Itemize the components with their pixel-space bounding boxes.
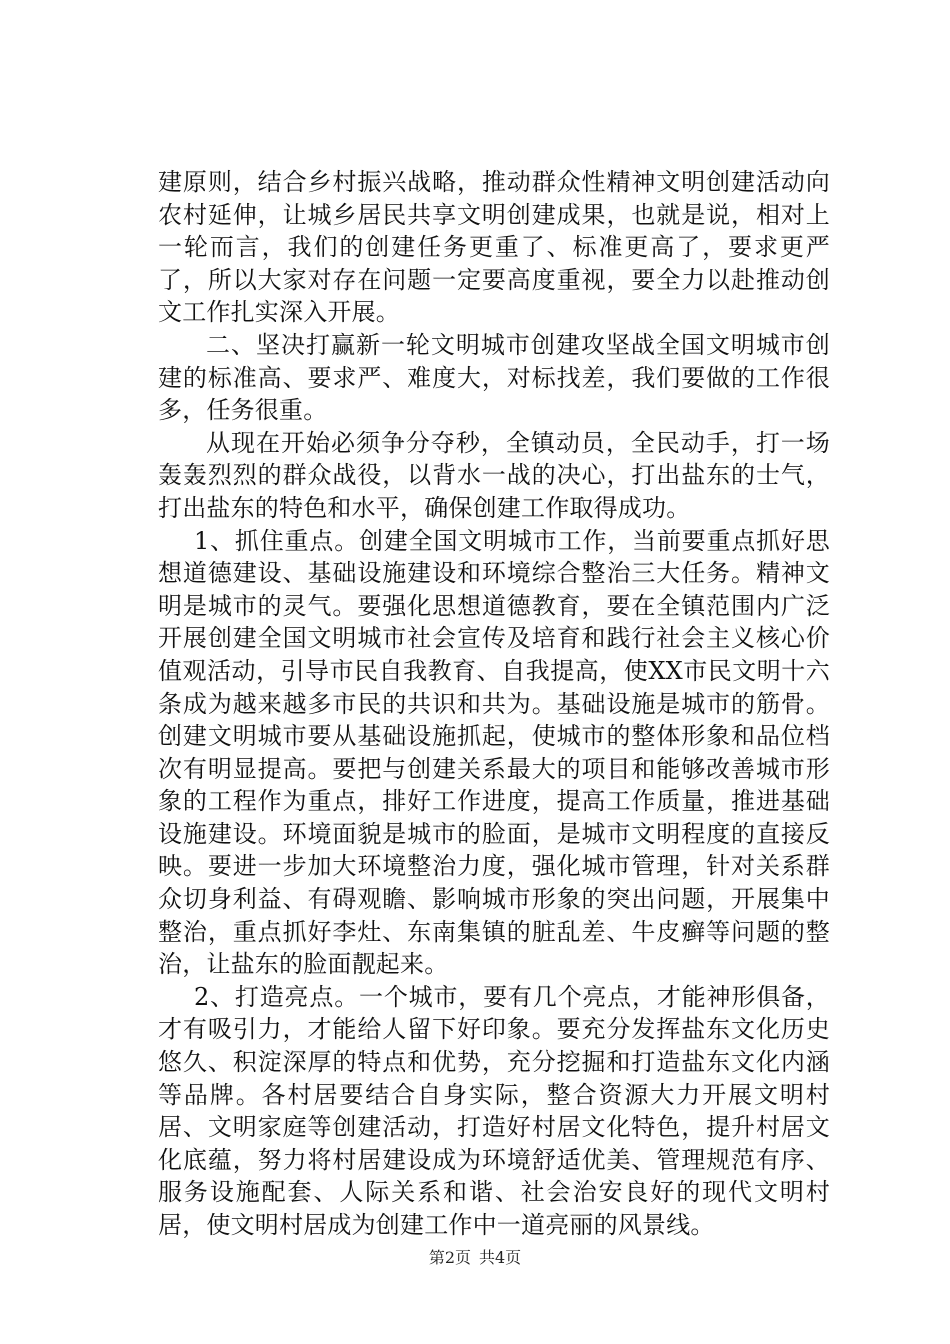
paragraph-key-points: 1、抓住重点。创建全国文明城市工作，当前要重点抓好思想道德建设、基础设施建设和环境综合整治三大任务。精神文明是城市的灵气。要强化思想道德教育，要在全镇范围内广泛开展创建全国文明城市社会宣传及培育和践行社会主义核心价值观活动，引导市民自我教育、自我提高，使XX市民文明十六条成为越来越多市民的共识和共为。基础设施是城市的筋骨。创建文明城市要从基础设施抓起，使城市的整体形象和品位档次有明显提高。要把与创建关系最大的项目和能够改善城市形象的工程作为重点，排好工作进度，提高工作质量，推进基础设施建设。环境面貌是城市的脸面，是城市文明程度的直接反映。要进一步加大环境整治力度，强化城市管理，针对关系群众切身利益、有碍观瞻、影响城市形象的突出问题，开展集中整治，重点抓好李灶、东南集镇的脏乱差、牛皮癣等问题的整治，让盐东的脸面靓起来。 [158,526,830,979]
document-body [158,166,830,1242]
paragraph-section-two: 二、坚决打赢新一轮文明城市创建攻坚战全国文明城市创建的标准高、要求严、难度大，对标找差，我们要做的工作很多，任务很重。 [158,330,830,425]
page-footer [0,1245,950,1268]
page-number: 第2页 [428,1248,471,1267]
paragraph-mobilization: 从现在开始必须争分夺秒，全镇动员，全民动手，打一场轰轰烈烈的群众战役，以背水一战的决心，打出盐东的士气，打出盐东的特色和水平，确保创建工作取得成功。 [158,428,830,522]
paragraph-highlights: 2、打造亮点。一个城市，要有几个亮点，才能神形俱备，才有吸引力，才能给人留下好印象。要充分发挥盐东文化历史悠久、积淀深厚的特点和优势，充分挖掘和打造盐东文化内涵等品牌。各村居要结合自身实际，整合资源大力开展文明村居、文明家庭等创建活动，打造好村居文化特色，提升村居文化底蕴，努力将村居建设成为环境舒适优美、管理规范有序、服务设施配套、人际关系和谐、社会治安良好的现代文明村居，使文明村居成为创建工作中一道亮丽的风景线。 [158,982,830,1239]
page-total: 共4页 [479,1248,522,1267]
paragraph-continuation: 建原则，结合乡村振兴战略，推动群众性精神文明创建活动向农村延伸，让城乡居民共享文明创建成果，也就是说，相对上一轮而言，我们的创建任务更重了、标准更高了，要求更严了，所以大家对存在问题一定要高度重视，要全力以赴推动创文工作扎实深入开展。 [158,168,830,327]
